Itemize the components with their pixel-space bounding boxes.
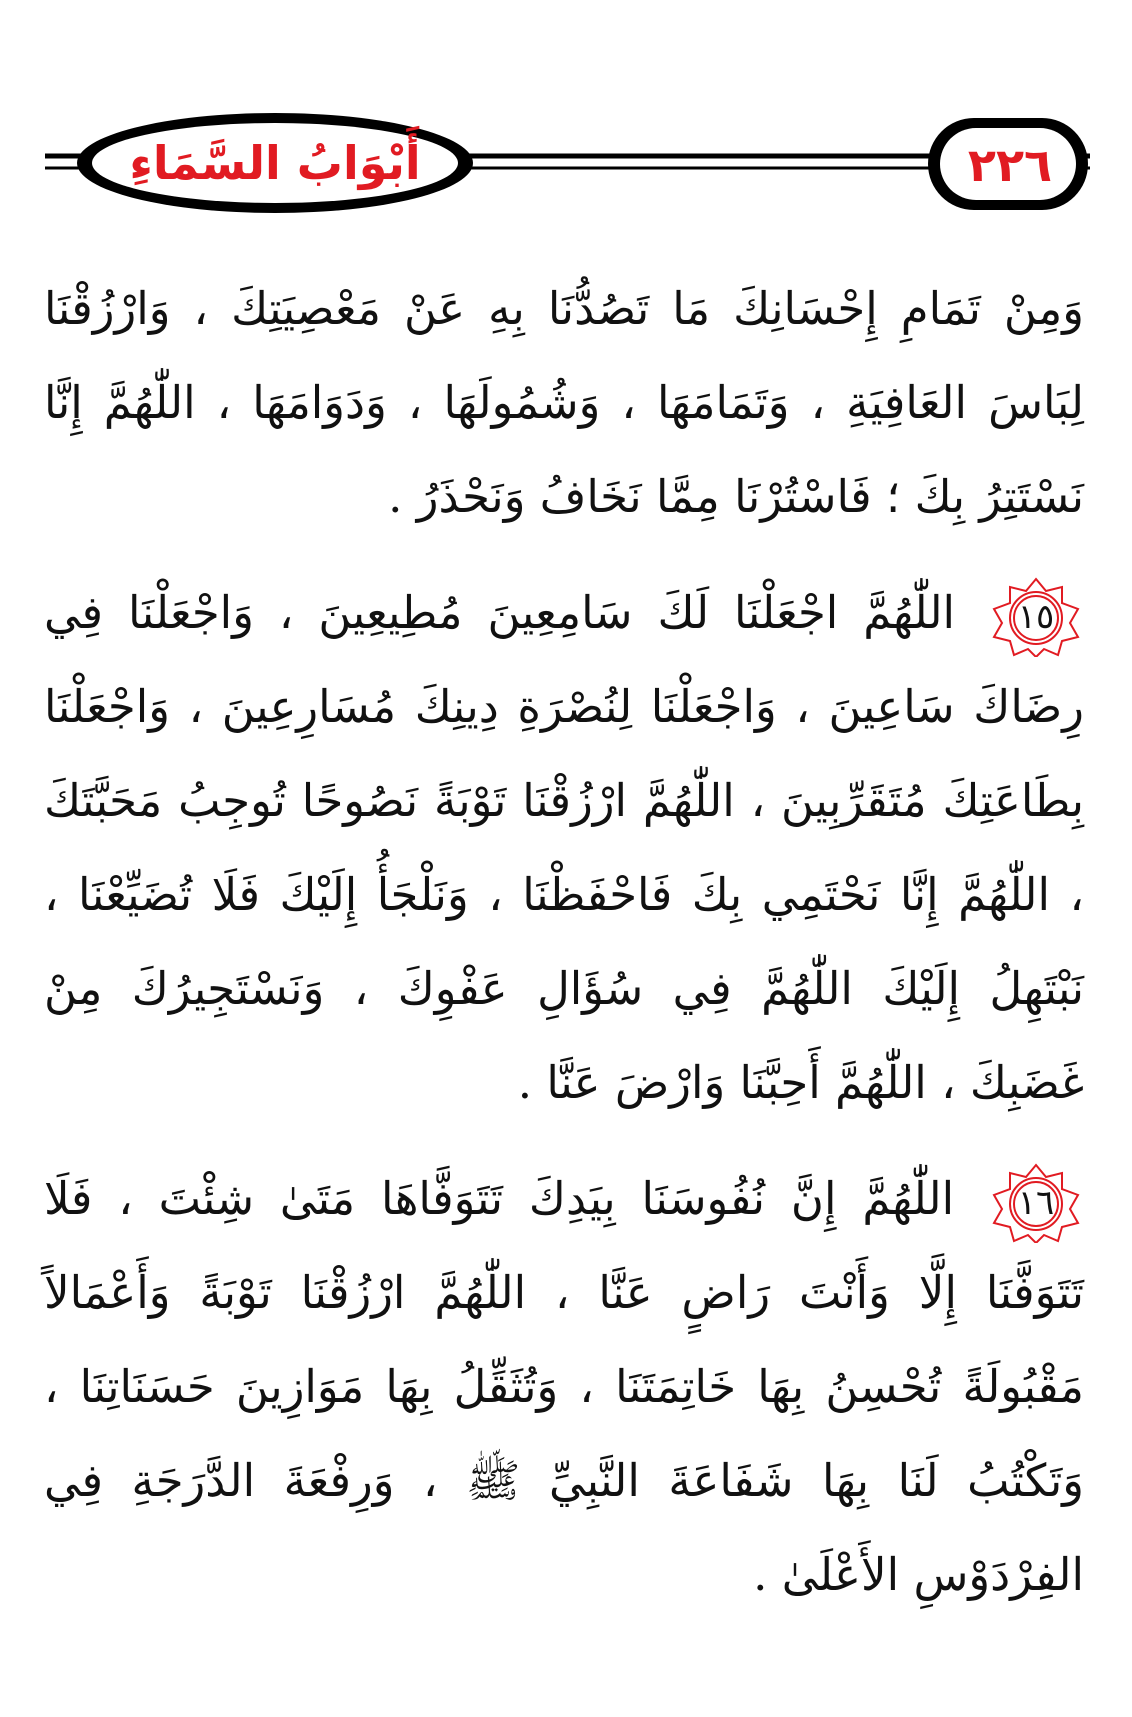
paragraph-16	[44, 1152, 1084, 1622]
numbered-rosette-marker	[988, 1163, 1084, 1243]
paragraph-15	[44, 566, 1084, 1130]
page-body	[44, 262, 1084, 1644]
paragraph-text: اللّٰهُمَّ إِنَّ نُفُوسَنَا بِيَدِكَ تَتَوَفَّاهَا مَتَىٰ شِئْتَ ، فَلَا تَتَوَفَّنَا إِلَّا وَأَنْتَ رَاضٍ عَنَّا ، اللّٰهُمَّ ارْزُقْنَا تَوْبَةً وَأَعْمَالاً مَقْبُولَةً تُحْسِنُ بِهَا خَاتِمَتَنَا ، وَتُثَقِّلُ بِهَا مَوَازِينَ حَسَنَاتِنَا ، وَتَكْتُبُ لَنَا بِهَا شَفَاعَةَ النَّبِيِّ ﷺ ، وَرِفْعَةَ الدَّرَجَةِ فِي الفِرْدَوْسِ الأَعْلَىٰ .	[44, 1172, 1084, 1601]
page-header	[0, 0, 1132, 230]
paragraph-text: اللّٰهُمَّ اجْعَلْنَا لَكَ سَامِعِينَ مُطِيعِينَ ، وَاجْعَلْنَا فِي رِضَاكَ سَاعِينَ ، وَاجْعَلْنَا لِنُصْرَةِ دِينِكَ مُسَارِعِينَ ، وَاجْعَلْنَا بِطَاعَتِكَ مُتَقَرِّبِينَ ، اللّٰهُمَّ ارْزُقْنَا تَوْبَةً نَصُوحًا تُوجِبُ مَحَبَّتَكَ ، اللّٰهُمَّ إِنَّا نَحْتَمِي بِكَ فَاحْفَظْنَا ، وَنَلْجَأُ إِلَيْكَ فَلَا تُضَيِّعْنَا ، نَبْتَهِلُ إِلَيْكَ اللّٰهُمَّ فِي سُؤَالِ عَفْوِكَ ، وَنَسْتَجِيرُكَ مِنْ غَضَبِكَ ، اللّٰهُمَّ أَحِبَّنَا وَارْضَ عَنَّا .	[44, 586, 1084, 1109]
book-title: أَبْوَابُ السَّمَاءِ	[129, 136, 421, 190]
numbered-rosette-marker	[988, 577, 1084, 657]
marker-number: ١٦	[1017, 1182, 1055, 1223]
page-number: ٢٢٦	[967, 138, 1053, 192]
paragraph-1	[44, 262, 1084, 544]
paragraph-text: وَمِنْ تَمَامِ إِحْسَانِكَ مَا تَصُدُّنَا بِهِ عَنْ مَعْصِيَتِكَ ، وَارْزُقْنَا لِبَاسَ العَافِيَةِ ، وَتَمَامَهَا ، وَشُمُولَهَا ، وَدَوَامَهَا ، اللّٰهُمَّ إِنَّا نَسْتَتِرُ بِكَ ؛ فَاسْتُرْنَا مِمَّا نَخَافُ وَنَحْذَرُ .	[44, 282, 1084, 523]
marker-number: ١٥	[1017, 596, 1055, 637]
